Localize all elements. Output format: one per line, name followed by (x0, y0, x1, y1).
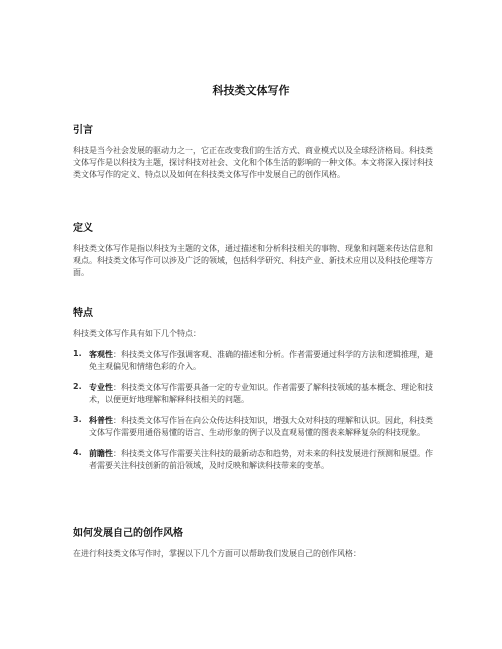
list-item (73, 414, 437, 439)
definition-paragraph: 科技类文体写作是指以科技为主题的文体，通过描述和分析科技相关的事物、现象和问题来传达信息和观点。科技类文体写作可以涉及广泛的领域，包括科学研究、科技产业、新技术应用以及科技伦理等方面。 (73, 244, 433, 277)
section-heading-intro: 引言 (73, 125, 93, 136)
list-item (73, 381, 437, 406)
list-item-term: 客观性 (89, 349, 113, 359)
list-item-text: ：科技类文体写作强调客观、准确的描述和分析。作者需要通过科学的方法和逻辑推理，避免主观偏见和情绪色彩的介入。 (89, 350, 433, 371)
features-intro: 科技类文体写作具有如下几个特点： (73, 329, 201, 338)
list-item (73, 447, 437, 472)
list-item-term: 前瞻性 (89, 448, 113, 458)
list-item-number: 1. (73, 349, 82, 358)
features-list (73, 348, 437, 472)
list-item-term: 科普性 (89, 415, 113, 425)
list-item (73, 348, 437, 373)
section-style (73, 527, 437, 560)
section-intro (73, 124, 437, 181)
list-item-text: ：科技类文体写作旨在向公众传达科技知识，增强大众对科技的理解和认识。因此，科技类文体写作需要用通俗易懂的语言、生动形象的例子以及直观易懂的图表来解释复杂的科技现象。 (89, 416, 433, 437)
list-item-number: 3. (73, 415, 82, 424)
list-item-text: ：科技类文体写作需要具备一定的专业知识。作者需要了解科技领域的基本概念、理论和技术，以便更好地理解和解释科技相关的问题。 (89, 383, 433, 404)
list-item-number: 4. (73, 448, 82, 457)
document-title: 科技类文体写作 (212, 84, 290, 97)
style-paragraph: 在进行科技类文体写作时，掌握以下几个方面可以帮助我们发展自己的创作风格： (73, 549, 361, 558)
section-heading-definition: 定义 (73, 223, 93, 234)
list-item-term: 专业性 (89, 382, 113, 392)
intro-paragraph: 科技是当今社会发展的驱动力之一，它正在改变我们的生活方式、商业模式以及全球经济格局。科技类文体写作是以科技为主题，探讨科技对社会、文化和个体生活的影响的一种文体。本文将深入探讨科技类文体写作的定义、特点以及如何在科技类文体写作中发展自己的创作风格。 (73, 146, 433, 179)
list-item-text: ：科技类文体写作需要关注科技的最新动态和趋势，对未来的科技发展进行预测和展望。作者需要关注科技创新的前沿领域，及时反映和解读科技带来的变革。 (89, 449, 433, 470)
section-definition (73, 222, 437, 279)
section-heading-style: 如何发展自己的创作风格 (73, 528, 183, 539)
section-features (73, 307, 437, 480)
list-item-number: 2. (73, 382, 82, 391)
section-heading-features: 特点 (73, 308, 93, 319)
